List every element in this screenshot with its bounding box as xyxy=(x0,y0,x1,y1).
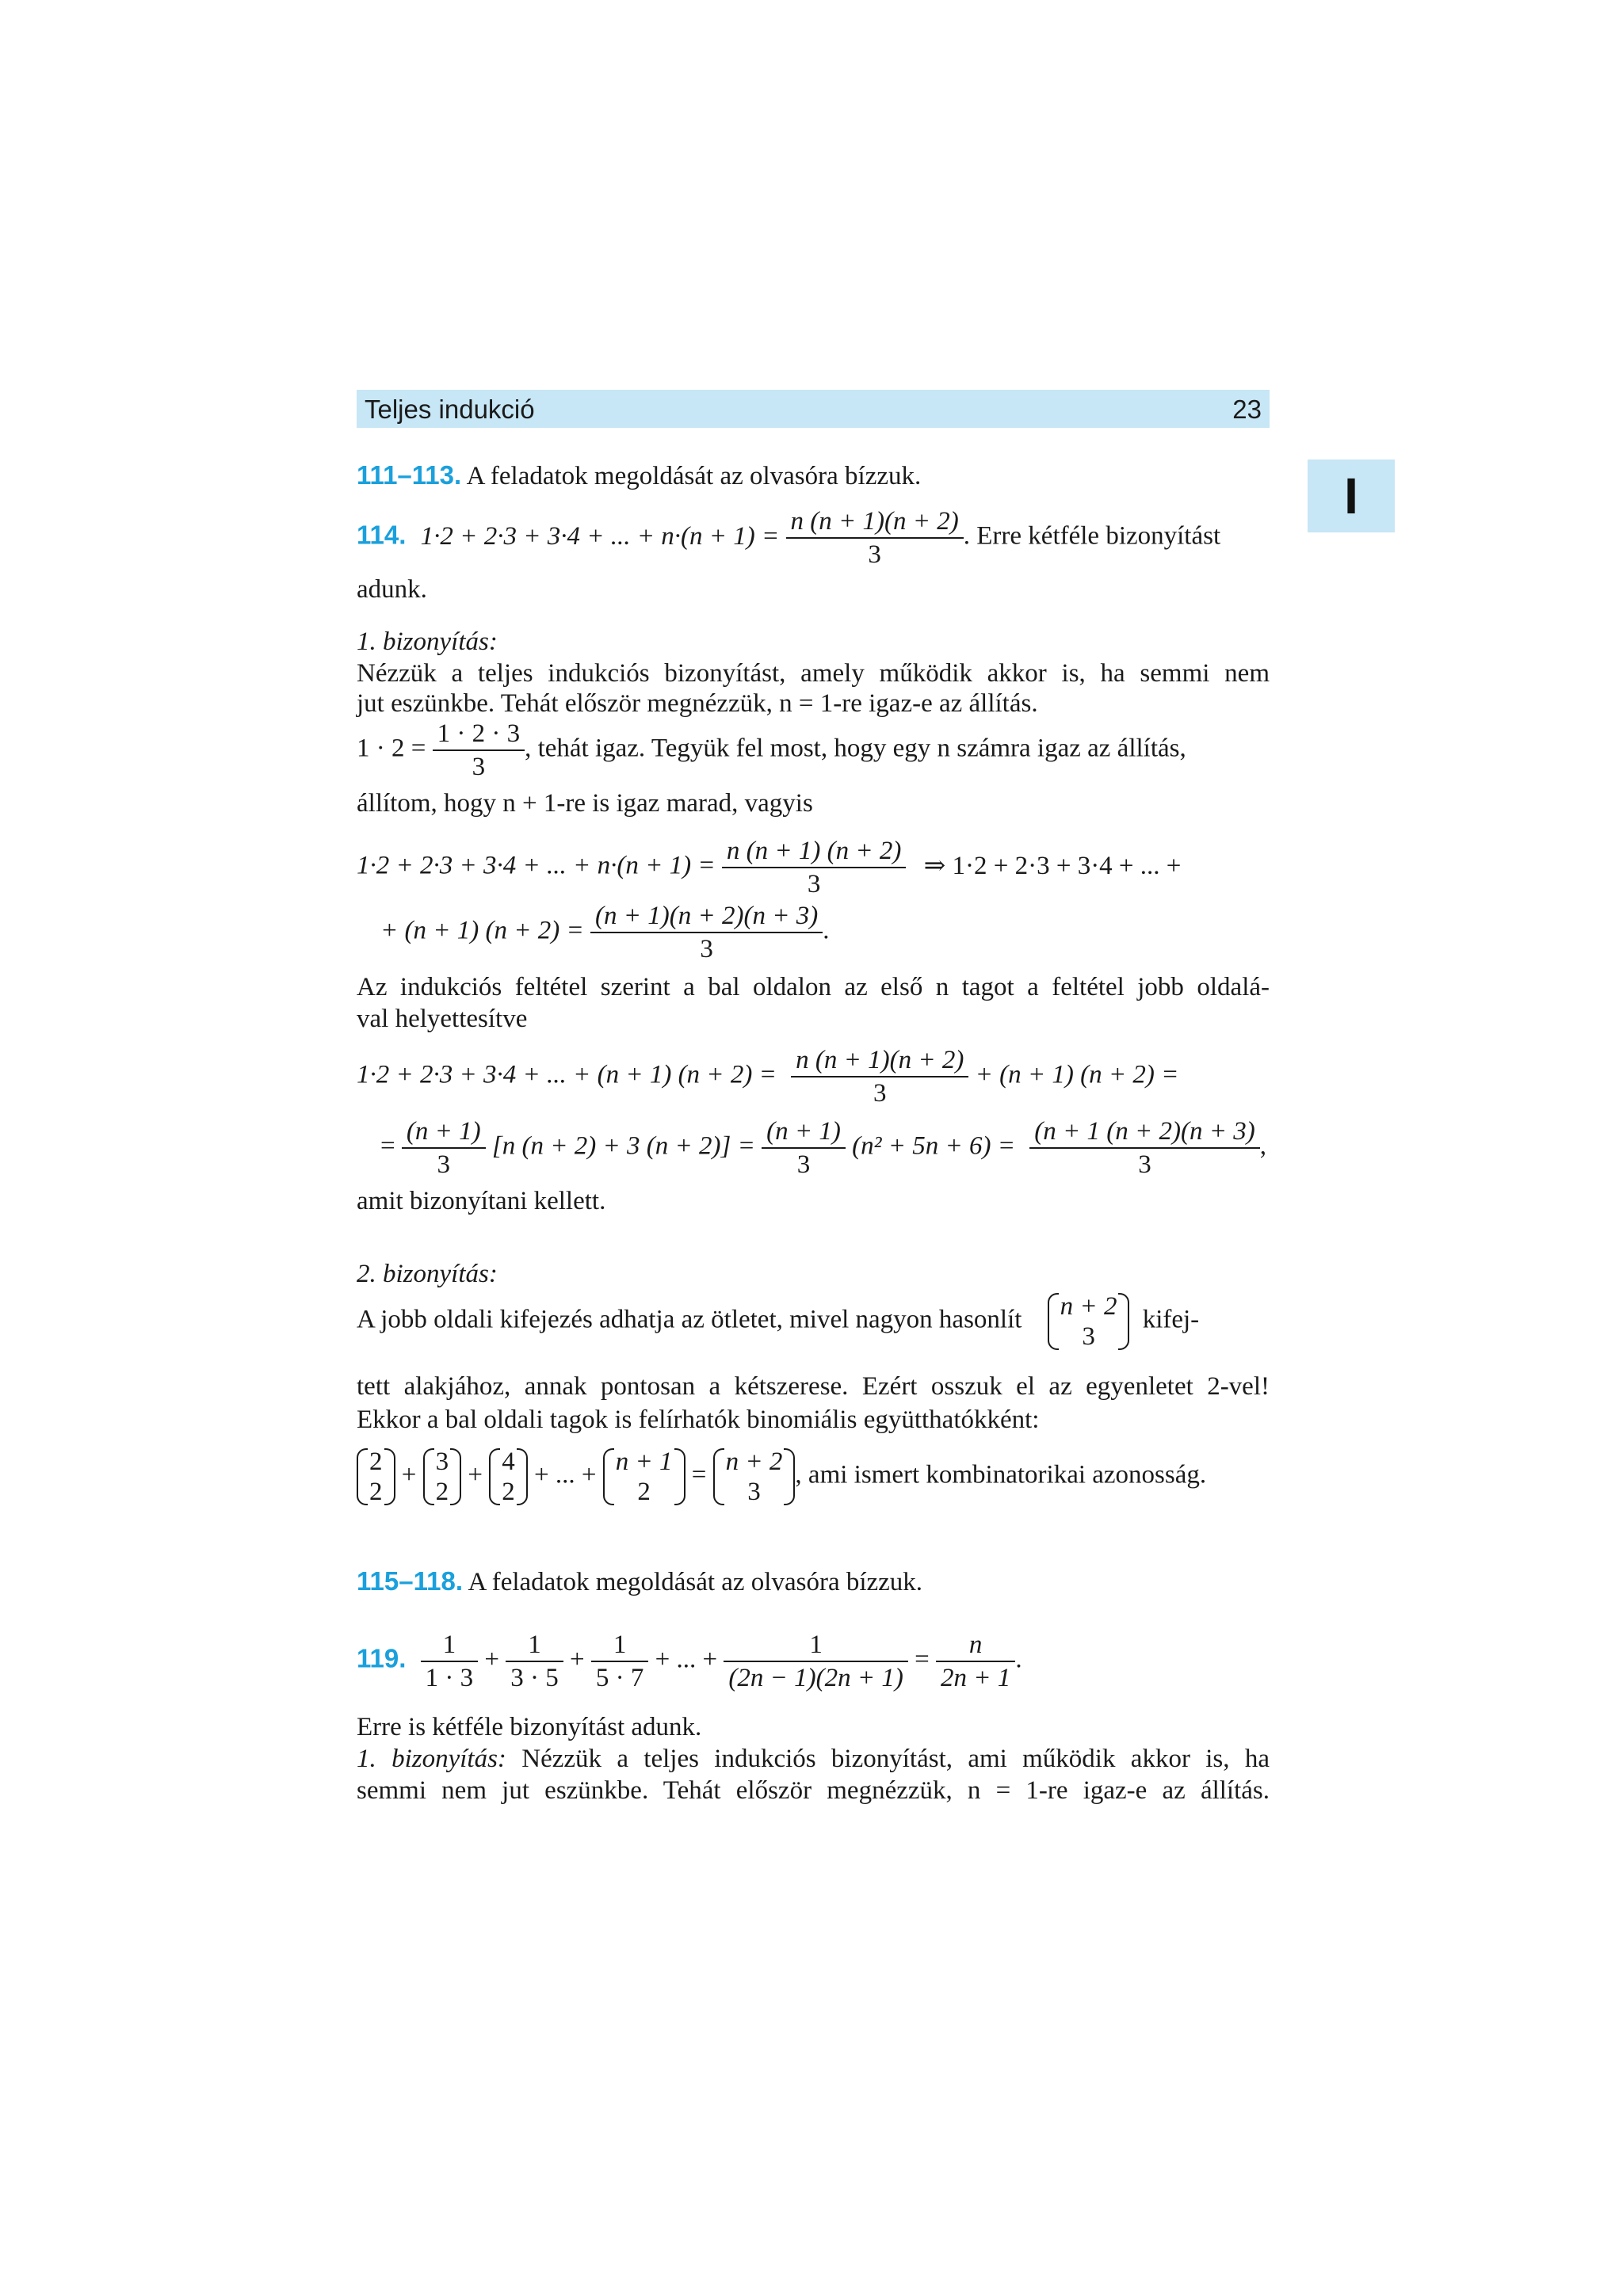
equation-lhs: + (n + 1) (n + 2) = xyxy=(380,916,584,945)
text-span: , ami ismert kombinatorikai azonosság. xyxy=(795,1460,1207,1489)
formula-lhs: 1·2 + 2·3 + 3·4 + ... + n·(n + 1) = xyxy=(420,521,780,551)
equation-fraction xyxy=(791,1044,968,1109)
equation-lhs: 1·2 + 2·3 + 3·4 + ... + n·(n + 1) = xyxy=(357,851,716,880)
binomial xyxy=(713,1447,796,1507)
proof-title: 2. bizonyítás: xyxy=(357,1260,498,1288)
fraction xyxy=(936,1629,1015,1694)
equation-tail: + (n + 1) (n + 2) = xyxy=(975,1060,1179,1089)
text-line: tett alakjához, annak pontosan a kétszerese. Ezért osszuk el az egyenletet 2-vel! xyxy=(357,1372,1270,1401)
equation-4 xyxy=(380,1116,1293,1180)
fraction xyxy=(724,1629,908,1694)
binomial-top: 2 xyxy=(369,1447,383,1476)
ellipsis: + ... + xyxy=(534,1460,597,1489)
equation-fraction xyxy=(402,1116,486,1180)
fraction-denominator: 3 xyxy=(868,540,881,569)
fraction-numerator: n (n + 1)(n + 2) xyxy=(786,505,964,539)
equation-fraction xyxy=(722,835,907,900)
fraction xyxy=(506,1629,563,1694)
equation-2 xyxy=(380,900,1293,965)
text-span: Nézzük a teljes indukciós bizonyítást, ami működik akkor is, ha xyxy=(521,1745,1270,1773)
fraction-numerator: n (n + 1) (n + 2) xyxy=(722,835,907,868)
problem-115-118 xyxy=(357,1566,1270,1598)
problem-number: 119. xyxy=(357,1643,407,1673)
problem-number: 114. xyxy=(357,520,407,550)
binomial-top: n + 2 xyxy=(1060,1292,1117,1321)
fraction-denominator: 3 xyxy=(807,870,821,898)
fraction-denominator: 2n + 1 xyxy=(941,1664,1011,1692)
equation-tail: ⇒ 1·2 + 2·3 + 3·4 + ... + xyxy=(923,851,1182,880)
fraction-numerator: 1 xyxy=(506,1629,563,1662)
fraction-numerator: 1 xyxy=(421,1629,479,1662)
running-header xyxy=(357,390,1270,428)
text-line: Az indukciós feltétel szerint a bal oldalon az első n tagot a feltétel jobb oldalá- xyxy=(357,973,1270,1001)
problem-114 xyxy=(357,505,1270,570)
problem-number: 111–113. xyxy=(357,460,462,490)
fraction-numerator: n (n + 1)(n + 2) xyxy=(791,1044,968,1077)
binomial-identity xyxy=(357,1447,1270,1507)
equation-1 xyxy=(357,835,1270,900)
base-case-line xyxy=(357,718,1270,783)
fraction-numerator: (n + 1) xyxy=(402,1116,486,1149)
fraction-denominator: 3 xyxy=(796,1150,811,1179)
text-span: A jobb oldali kifejezés adhatja az ötletet, mivel nagyon hasonlít xyxy=(357,1305,1022,1334)
base-lhs: 1 · 2 = xyxy=(357,734,426,763)
fraction-numerator: (n + 1)(n + 2)(n + 3) xyxy=(590,900,823,933)
equation-term: (n² + 5n + 6) = xyxy=(852,1131,1016,1161)
binomial-top: n + 2 xyxy=(725,1447,783,1476)
equation-tail: . xyxy=(823,916,830,945)
base-tail: , tehát igaz. Tegyük fel most, hogy egy n számra igaz az állítás, xyxy=(525,734,1186,763)
fraction-denominator: 3 xyxy=(437,1150,450,1179)
binomial xyxy=(1048,1291,1130,1352)
fraction-numerator: (n + 1 (n + 2)(n + 3) xyxy=(1029,1116,1260,1149)
fraction-numerator: (n + 1) xyxy=(762,1116,846,1149)
text-span: kifej- xyxy=(1142,1305,1200,1334)
binomial-bottom: 2 xyxy=(502,1478,515,1506)
text-line: jut eszünkbe. Tehát először megnézzük, n = 1-re igaz-e az állítás. xyxy=(357,689,1038,718)
header-title: Teljes indukció xyxy=(365,395,535,424)
equation-term: [n (n + 2) + 3 (n + 2)] = xyxy=(491,1131,755,1161)
binomial-bottom: 3 xyxy=(1082,1322,1095,1351)
proof-line xyxy=(357,1743,1270,1775)
plus-sign: + xyxy=(468,1460,483,1489)
text-line: Ekkor a bal oldali tagok is felírhatók binomiális együtthatókként: xyxy=(357,1405,1040,1434)
problem-number: 115–118. xyxy=(357,1566,463,1596)
text-line: semmi nem jut eszünkbe. Tehát először megnézzük, n = 1-re igaz-e az állítás. xyxy=(357,1776,1270,1805)
chapter-tab: I xyxy=(1308,460,1395,532)
proof-title: 1. bizonyítás: xyxy=(357,1745,506,1773)
proof2-line1 xyxy=(357,1291,1270,1352)
fraction-numerator: n xyxy=(936,1629,1015,1662)
binomial xyxy=(357,1447,395,1507)
equation-fraction xyxy=(1029,1116,1260,1180)
equation-lhs: 1·2 + 2·3 + 3·4 + ... + (n + 1) (n + 2) = xyxy=(357,1060,777,1089)
binomial-bottom: 2 xyxy=(637,1478,651,1506)
binomial-bottom: 2 xyxy=(435,1478,449,1506)
base-fraction xyxy=(433,718,525,783)
binomial xyxy=(603,1447,685,1507)
problem-119 xyxy=(357,1629,1270,1694)
equation-fraction xyxy=(590,900,823,965)
formula-fraction xyxy=(786,505,964,570)
proof-title: 1. bizonyítás: xyxy=(357,627,498,656)
text-line: amit bizonyítani kellett. xyxy=(357,1187,606,1215)
fraction-denominator: (2n − 1)(2n + 1) xyxy=(728,1664,903,1692)
fraction-denominator: 3 · 5 xyxy=(510,1664,559,1692)
fraction xyxy=(421,1629,479,1694)
binomial xyxy=(489,1447,528,1507)
equals-sign: = xyxy=(691,1460,707,1489)
text-line: Nézzük a teljes indukciós bizonyítást, amely működik akkor is, ha semmi nem xyxy=(357,659,1270,688)
text-line: val helyettesítve xyxy=(357,1005,528,1033)
fraction-denominator: 3 xyxy=(873,1079,887,1108)
binomial-bottom: 2 xyxy=(369,1478,383,1506)
fraction-denominator: 1 · 3 xyxy=(425,1664,474,1692)
binomial xyxy=(423,1447,462,1507)
equals-sign: = xyxy=(915,1645,930,1674)
fraction-numerator: 1 xyxy=(591,1629,649,1662)
binomial-top: 3 xyxy=(435,1447,449,1476)
fraction-denominator: 3 xyxy=(1138,1150,1151,1179)
text-line: Erre is kétféle bizonyítást adunk. xyxy=(357,1713,702,1741)
fraction-denominator: 3 xyxy=(472,753,486,781)
period: . xyxy=(1015,1645,1022,1674)
equation-3 xyxy=(357,1044,1270,1109)
ellipsis: + ... + xyxy=(655,1645,718,1674)
fraction-numerator: 1 xyxy=(724,1629,908,1662)
plus-sign: + xyxy=(401,1460,417,1489)
fraction-denominator: 3 xyxy=(700,935,713,963)
fraction-denominator: 5 · 7 xyxy=(595,1664,644,1692)
binomial-top: n + 1 xyxy=(615,1447,673,1476)
problem-text: A feladatok megoldását az olvasóra bízzuk. xyxy=(466,462,922,490)
equation-tail: , xyxy=(1259,1131,1267,1161)
plus-sign: + xyxy=(484,1645,500,1674)
binomial-bottom: 3 xyxy=(747,1478,761,1506)
text-line: adunk. xyxy=(357,575,427,604)
problem-text: A feladatok megoldását az olvasóra bízzuk. xyxy=(468,1568,923,1596)
equals-sign: = xyxy=(380,1131,395,1161)
fraction-numerator: 1 · 2 · 3 xyxy=(433,718,525,751)
plus-sign: + xyxy=(570,1645,585,1674)
text-line: állítom, hogy n + 1-re is igaz marad, vagyis xyxy=(357,789,813,818)
binomial-top: 4 xyxy=(502,1447,515,1476)
fraction xyxy=(591,1629,649,1694)
problem-text: . Erre kétféle bizonyítást xyxy=(963,521,1221,551)
problem-111-113 xyxy=(357,460,1270,492)
page-number: 23 xyxy=(1232,395,1262,424)
equation-fraction xyxy=(762,1116,846,1180)
